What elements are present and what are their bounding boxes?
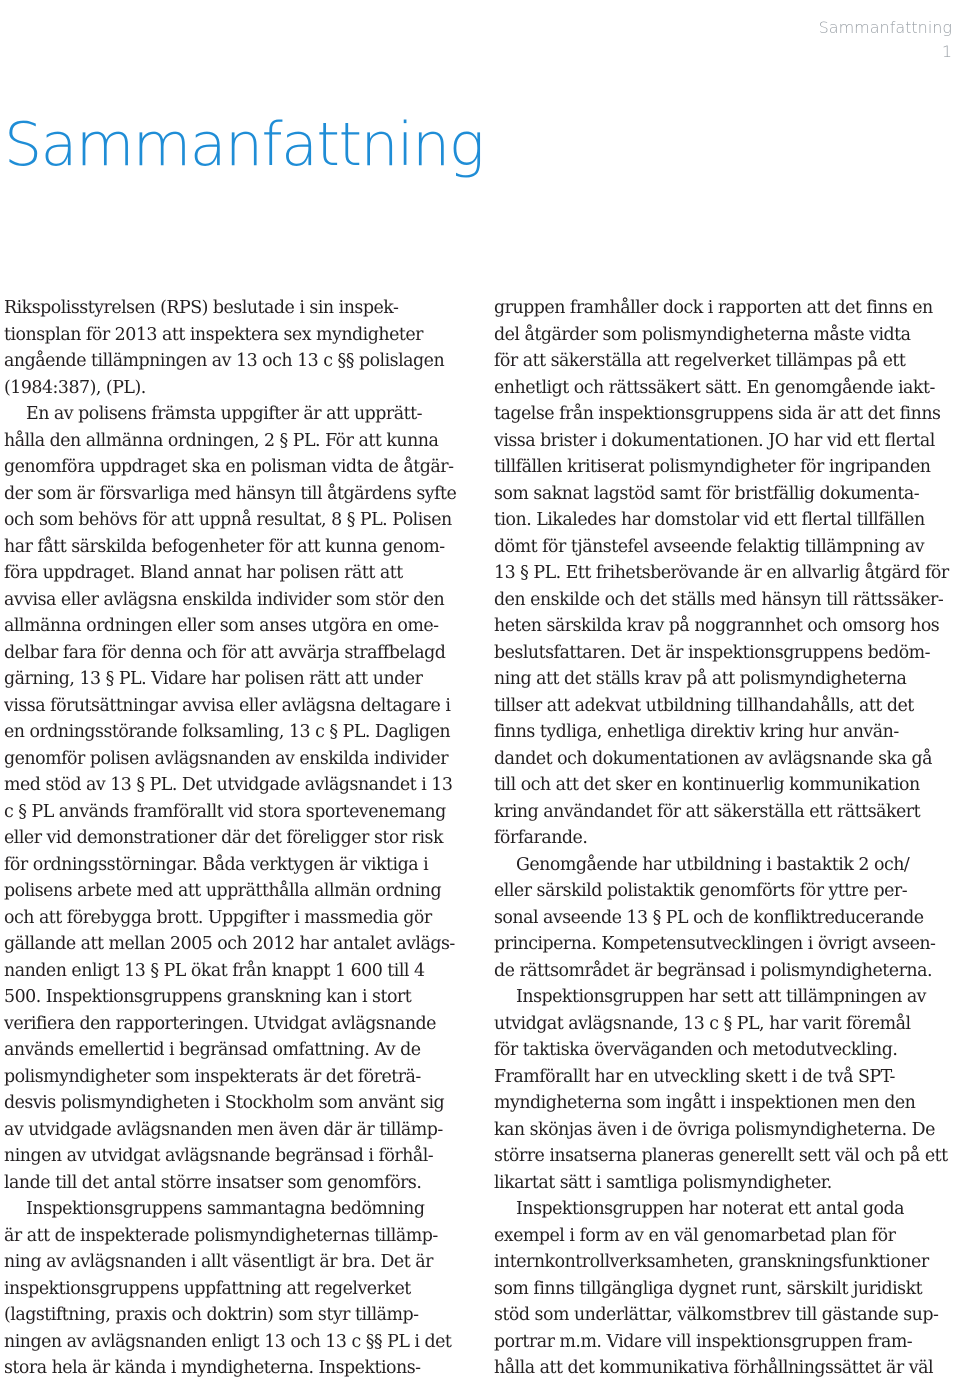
text-line: föra uppdraget. Bland annat har polisen rätt att [4,563,403,583]
text-line: förfarande. [494,828,588,848]
text-line: sonal avseende 13 § PL och de konfliktreducerande [494,907,924,928]
text-line: en ordningsstörande folksamling, 13 c § PL. Dagligen [4,722,451,742]
left-text-column [4,295,462,1382]
running-head-title: Sammanfattning [818,18,952,37]
text-line: av utvidgade avlägsnanden men även där är tillämp- [4,1119,443,1140]
right-text-column [494,295,952,1382]
text-line: kring användandet för att säkerställa ett rättsäkert [494,801,921,822]
text-line: inspektionsgruppens uppfattning att regelverket [4,1278,411,1299]
page-title: Sammanfattning [4,110,484,180]
text-line: (lagstiftning, praxis och doktrin) som styr tillämp- [4,1305,419,1325]
text-line: polismyndigheter som inspekterats är det företrä- [4,1066,421,1087]
text-line: beslutsfattaren. Det är inspektionsgruppens bedöm- [494,642,931,663]
text-line: principerna. Kompetensutvecklingen i övrigt avseen- [494,934,936,954]
text-line: myndigheterna som ingått i inspektionen men den [494,1093,916,1113]
text-line: Rikspolisstyrelsen (RPS) beslutade i sin inspek- [4,298,399,318]
text-line: tillfällen kritiserat polismyndigheter för ingripanden [494,457,931,477]
text-line: stöd som underlättar, välkomstbrev till gästande sup- [494,1305,939,1325]
text-line: har fått särskilda befogenheter för att kunna genom- [4,536,445,557]
text-line: används emellertid i begränsad omfattning. Av de [4,1040,421,1060]
text-line: hålla den allmänna ordningen, 2 § PL. För att kunna [4,430,439,451]
text-line: likartat sätt i samtliga polismyndigheter. [494,1172,832,1193]
text-line: som saknat lagstöd samt för bristfällig dokumenta- [494,483,920,504]
text-line: dandet och dokumentationen av avlägsnande ska gå [494,748,932,769]
text-line: gruppen framhåller dock i rapporten att det finns en [494,298,933,318]
text-line: polisens arbete med att upprätthålla allmän ordning [4,881,442,901]
text-line: stora hela är kända i myndigheterna. Inspektions- [4,1358,421,1378]
text-line: ning av avlägsnanden i allt väsentligt är bra. Det är [4,1252,433,1272]
text-line: genomföra uppdraget ska en polisman vidta de åtgär- [4,457,454,477]
text-line: dömt för tjänstefel avseende felaktig tillämpning av [494,536,925,557]
text-line: och att förebygga brott. Uppgifter i massmedia gör [4,907,432,928]
text-line: lande till det antal större insatser som genomförs. [4,1172,422,1193]
text-line: utvidgat avlägsnande, 13 c § PL, har varit föremål [494,1013,911,1034]
text-line: portrar m.m. Vidare vill inspektionsgruppen fram- [494,1331,913,1352]
text-line: till och att det sker en kontinuerlig kommunikation [494,775,920,795]
text-line: den enskilde och det ställs med hänsyn till rättssäker- [494,589,944,610]
text-line: Framförallt har en utveckling skett i de två SPT- [494,1066,895,1087]
page-number: 1 [941,42,952,61]
text-line: (1984:387), (PL). [4,377,146,398]
text-line: 500. Inspektionsgruppens granskning kan i stort [4,987,412,1007]
text-line: internkontrollverksamheten, granskningsfunktioner [494,1252,929,1272]
text-line: för ordningsstörningar. Båda verktygen är viktiga i [4,854,429,875]
text-line: Inspektionsgruppen har sett att tillämpningen av [516,987,927,1007]
text-line: Inspektionsgruppen har noterat ett antal goda [516,1199,905,1219]
text-line: större insatserna planeras generellt sett väl och på ett [494,1146,948,1166]
text-line: eller vid demonstrationer där det föreligger stor risk [4,828,444,848]
text-line: gärning, 13 § PL. Vidare har polisen rätt att under [4,669,423,689]
text-line: del åtgärder som polismyndigheterna måste vidta [494,324,911,345]
text-line: desvis polismyndigheten i Stockholm som använt sig [4,1093,445,1113]
text-line: de rättsområdet är begränsad i polismyndigheterna. [494,960,932,981]
text-line: och som behövs för att uppnå resultat, 8 § PL. Polisen [4,510,452,530]
text-line: gällande att mellan 2005 och 2012 har antalet avlägs- [4,934,455,954]
text-line: som finns tillgängliga dygnet runt, särskilt juridiskt [494,1278,923,1299]
text-line: enhetligt och rättssäkert sätt. En genomgående iakt- [494,377,935,398]
text-line: är att de inspekterade polismyndigheternas tillämp- [4,1225,438,1246]
text-line: delbar fara för denna och för att avvärja straffbelagd [4,642,446,663]
text-line: vissa förutsättningar avvisa eller avlägsna deltagare i [4,695,451,716]
text-line: med stöd av 13 § PL. Det utvidgade avlägsnandet i 13 [4,775,453,795]
text-line: eller särskild polistaktik genomförts för yttre per- [494,881,908,901]
text-line: tillser att adekvat utbildning tillhandahålls, att det [494,695,914,716]
text-line: avvisa eller avlägsna enskilda individer som stör den [4,589,445,610]
text-line: för taktiska överväganden och metodutveckling. [494,1040,898,1060]
text-line: Genomgående har utbildning i bastaktik 2 och/ [516,854,910,875]
text-line: Inspektionsgruppens sammantagna bedömning [26,1199,425,1219]
text-line: tagelse från inspektionsgruppens sida är att det finns [494,404,941,424]
text-line: ningen av avlägsnanden enligt 13 och 13 c §§ PL i det [4,1331,452,1352]
text-line: 13 § PL. Ett frihetsberövande är en allvarlig åtgärd för [494,563,949,583]
text-line: heten särskilda krav på noggrannhet och omsorg hos [494,616,940,636]
text-line: ningen av utvidgat avlägsnande begränsad i förhål- [4,1146,434,1166]
running-head [819,16,952,64]
text-line: kan skönjas även i de övriga polismyndigheterna. De [494,1119,935,1140]
text-line: verifiera den rapporteringen. Utvidgat avlägsnande [4,1013,436,1034]
text-line: tion. Likaledes har domstolar vid ett flertal tillfällen [494,510,925,530]
text-line: c § PL används framförallt vid stora sportevenemang [4,801,446,822]
text-line: angående tillämpningen av 13 och 13 c §§ polislagen [4,351,445,371]
text-line: der som är försvarliga med hänsyn till åtgärdens syfte [4,483,457,504]
text-line: hålla att det kommunikativa förhållningssättet är väl [494,1358,934,1378]
text-line: vissa brister i dokumentationen. JO har vid ett flertal [494,430,935,451]
text-line: exempel i form av en väl genomarbetad plan för [494,1225,896,1246]
text-line: En av polisens främsta uppgifter är att upprätt- [26,404,422,424]
text-line: allmänna ordningen eller som anses utgöra en ome- [4,616,439,636]
text-line: genomför polisen avlägsnanden av enskilda individer [4,748,449,769]
text-line: finns tydliga, enhetliga direktiv kring hur använ- [494,722,899,742]
text-line: ning att det ställs krav på att polismyndigheterna [494,669,907,689]
text-line: för att säkerställa att regelverket tillämpas på ett [494,351,906,371]
text-line: tionsplan för 2013 att inspektera sex myndigheter [4,324,423,345]
text-line: nanden enligt 13 § PL ökat från knappt 1 600 till 4 [4,960,425,981]
